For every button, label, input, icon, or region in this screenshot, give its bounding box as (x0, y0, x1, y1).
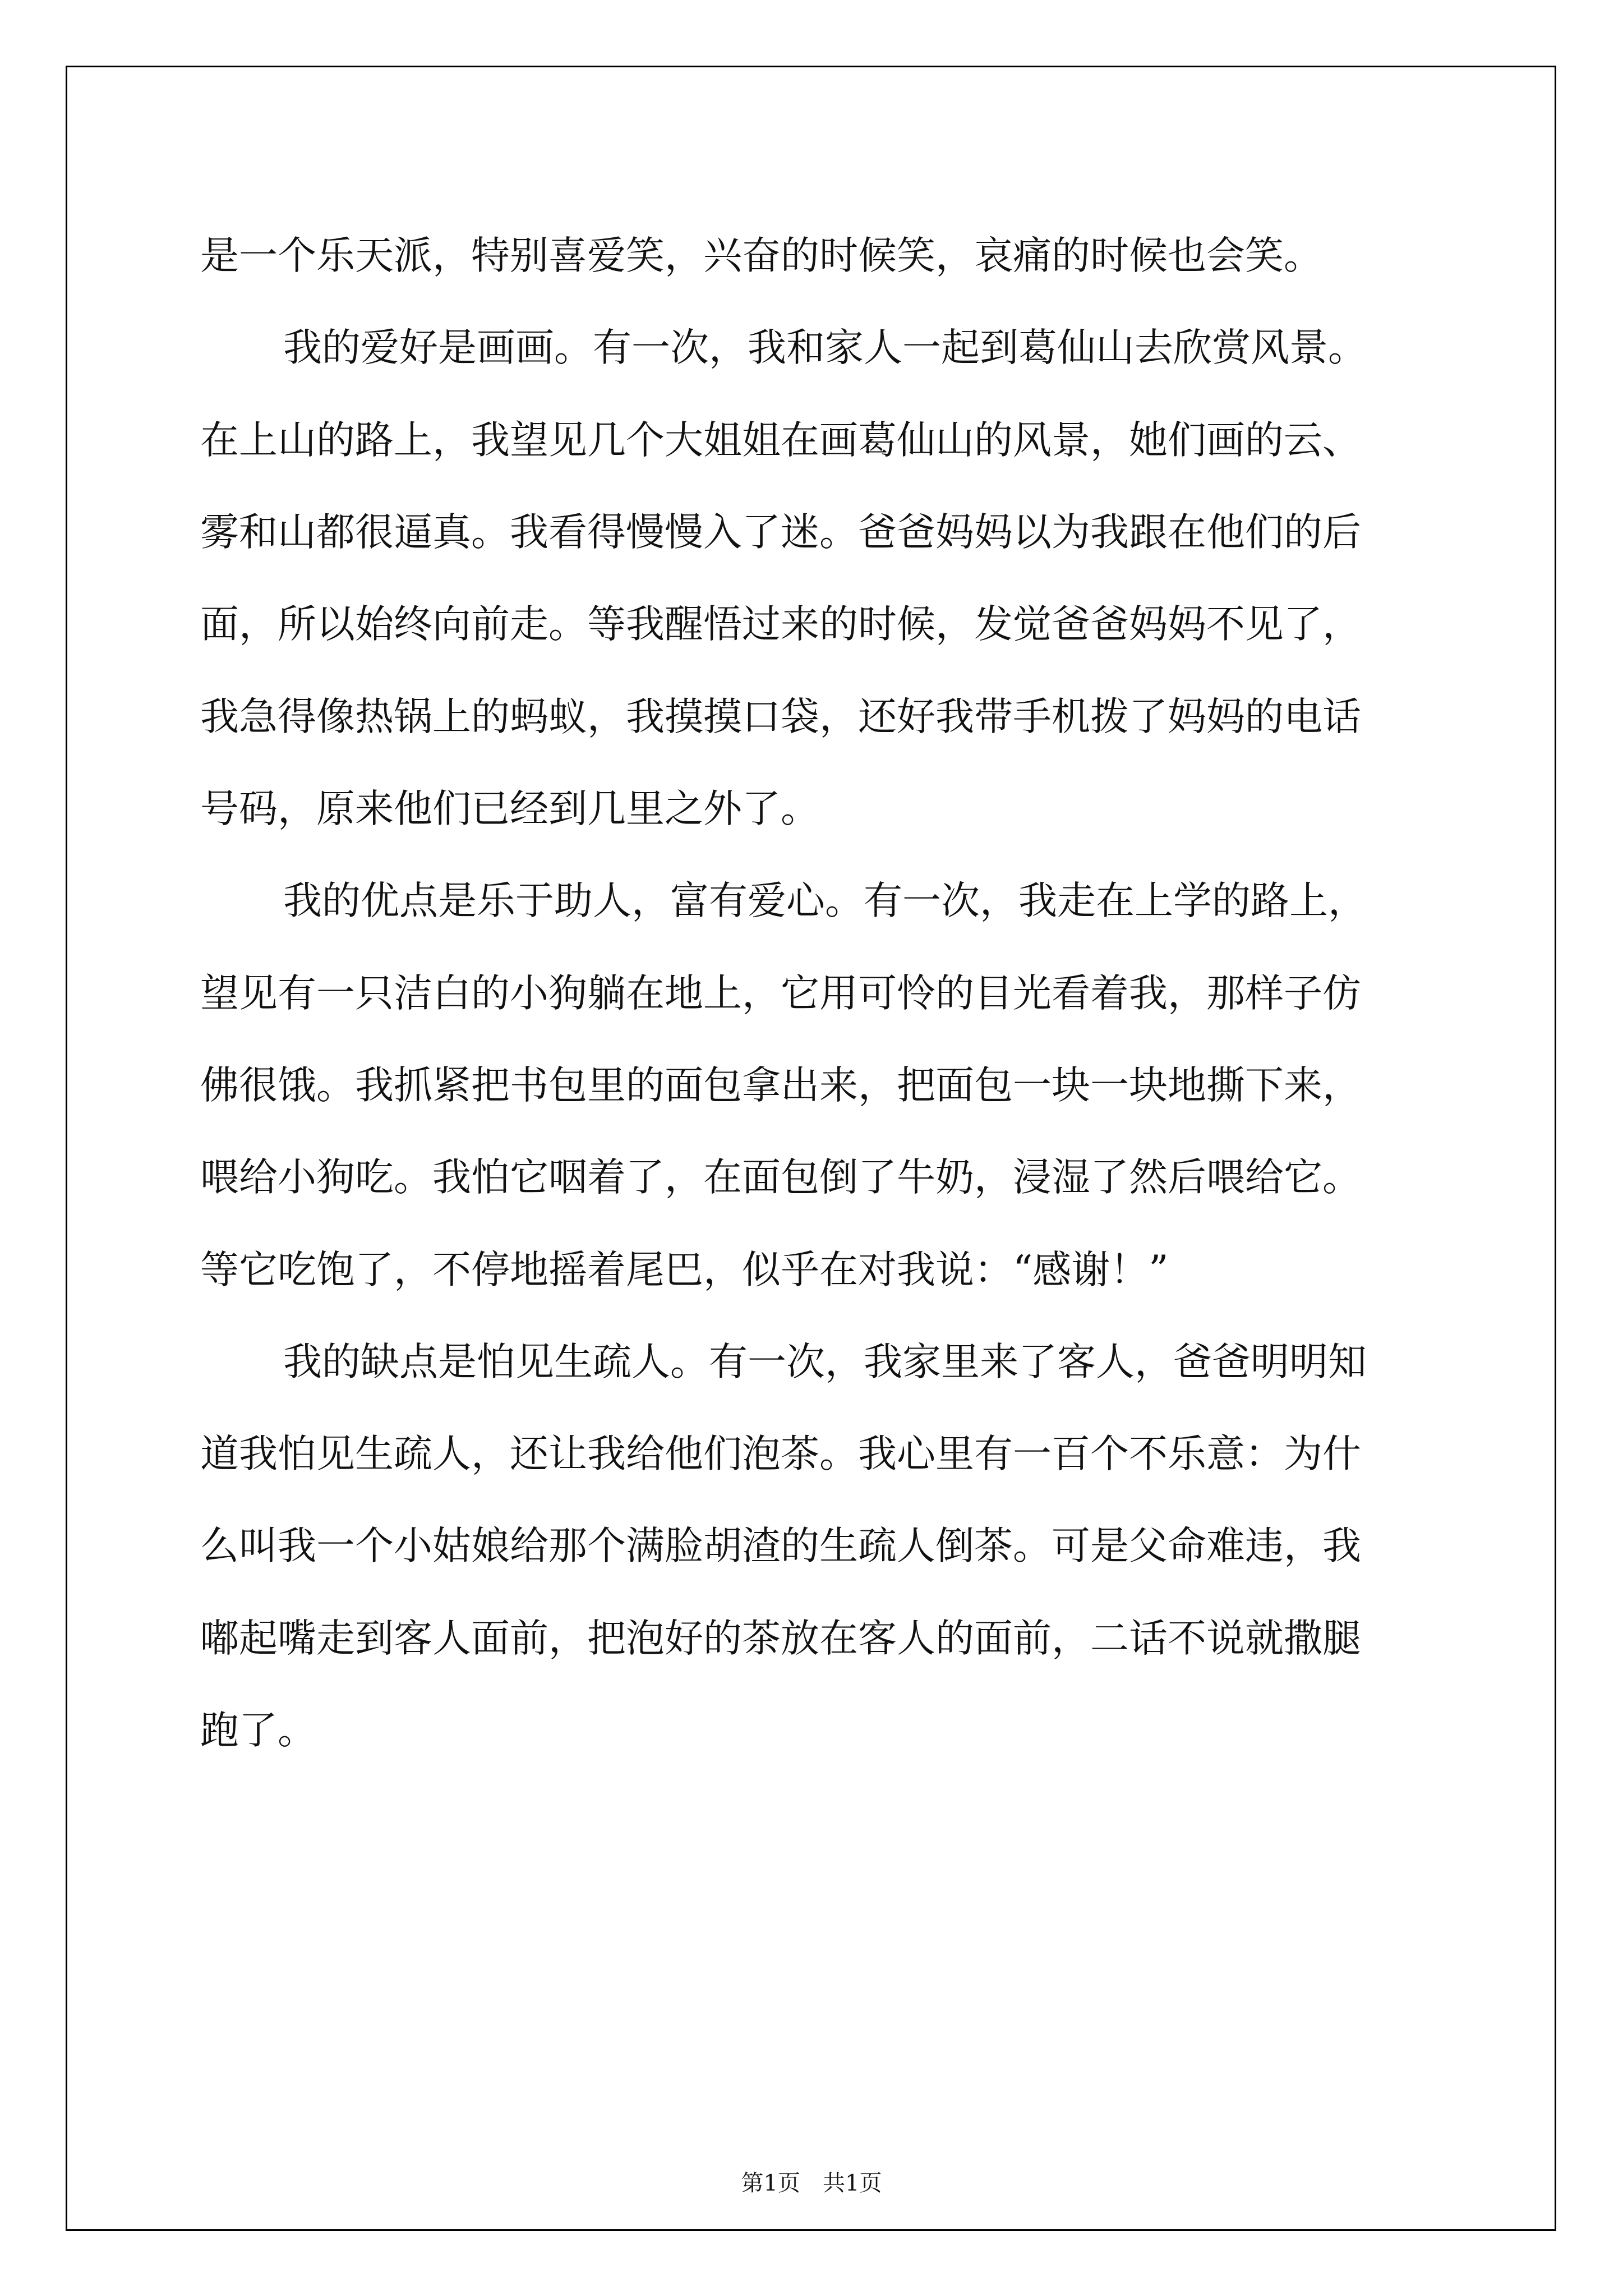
text-line: 等它吃饱了，不停地摇着尾巴，似乎在对我说：“感谢！” (200, 1248, 1169, 1292)
text-line: 雾和山都很逼真。我看得慢慢入了迷。爸爸妈妈以为我跟在他们的后 (200, 510, 1361, 555)
text-line: 面，所以始终向前走。等我醒悟过来的时候，发觉爸爸妈妈不见了， (200, 602, 1361, 647)
text-line: 是一个乐天派，特别喜爱笑，兴奋的时候笑，哀痛的时候也会笑。 (200, 233, 1322, 278)
text-line: 嘟起嘴走到客人面前，把泡好的茶放在客人的面前，二话不说就撒腿 (200, 1616, 1361, 1661)
text-line: 喂给小狗吃。我怕它咽着了，在面包倒了牛奶，浸湿了然后喂给它。 (200, 1155, 1361, 1200)
text-line: 望见有一只洁白的小狗躺在地上，它用可怜的目光看着我，那样子仿 (200, 971, 1361, 1016)
text-line: 在上山的路上，我望见几个大姐姐在画葛仙山的风景，她们画的云、 (200, 418, 1361, 463)
paragraph-start-line: 我的爱好是画画。有一次，我和家人一起到葛仙山去欣赏风景。 (283, 325, 1367, 370)
paragraph-start-line: 我的缺点是怕见生疏人。有一次，我家里来了客人，爸爸明明知 (283, 1340, 1367, 1384)
page-footer: 第1页 共1页 (741, 2170, 882, 2196)
text-line: 跑了。 (200, 1708, 316, 1753)
text-line: 道我怕见生疏人，还让我给他们泡茶。我心里有一百个不乐意：为什 (200, 1432, 1361, 1476)
page-border (66, 66, 1556, 2231)
text-line: 我急得像热锅上的蚂蚁，我摸摸口袋，还好我带手机拨了妈妈的电话 (200, 694, 1361, 739)
text-line: 么叫我一个小姑娘给那个满脸胡渣的生疏人倒茶。可是父命难违，我 (200, 1524, 1361, 1568)
text-line: 号码，原来他们已经到几里之外了。 (200, 786, 819, 831)
text-line: 佛很饿。我抓紧把书包里的面包拿出来，把面包一块一块地撕下来， (200, 1063, 1361, 1108)
paragraph-start-line: 我的优点是乐于助人，富有爱心。有一次，我走在上学的路上， (283, 878, 1367, 923)
